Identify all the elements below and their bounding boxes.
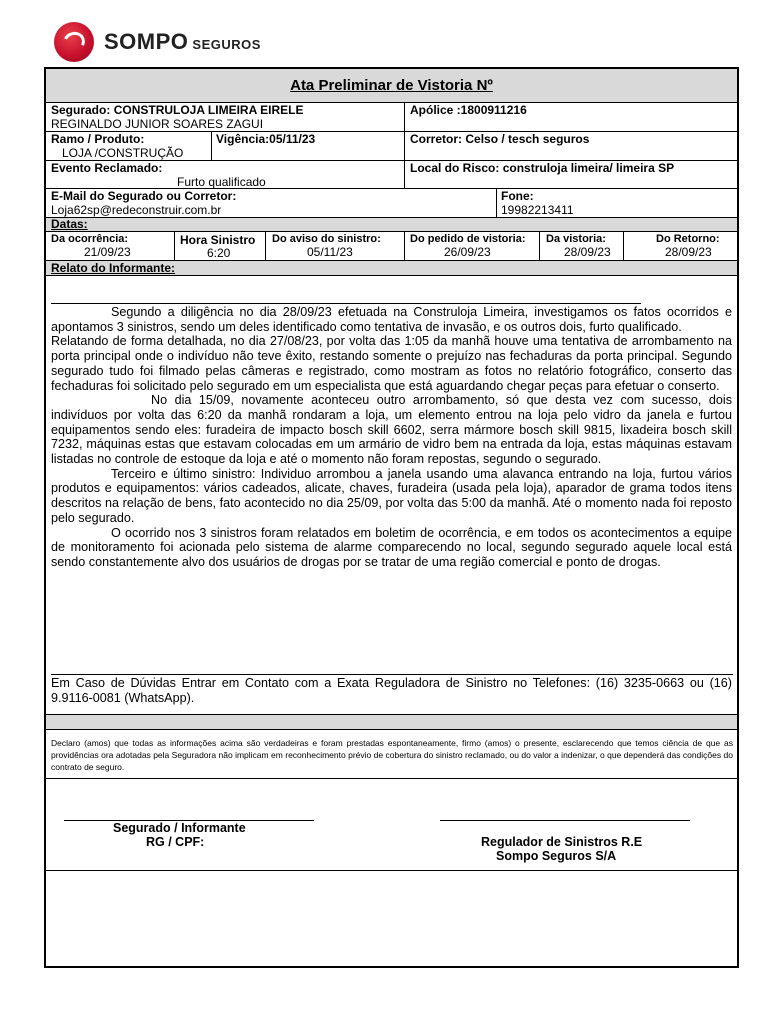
email-value: Loja62sp@redeconstruir.com.br bbox=[51, 203, 222, 217]
apolice-field: Apólice :1800911216 bbox=[410, 103, 527, 117]
vistoria-form bbox=[44, 67, 739, 968]
segurado-field: Segurado: CONSTRULOJA LIMEIRA EIRELE bbox=[51, 103, 304, 117]
fone-value: 19982213411 bbox=[501, 203, 574, 217]
sompo-logo-icon bbox=[54, 22, 94, 62]
signature-segurado-label: Segurado / Informante bbox=[113, 821, 246, 835]
segurado-responsavel: REGINALDO JUNIOR SOARES ZAGUI bbox=[51, 117, 264, 131]
contato-text: Em Caso de Dúvidas Entrar em Contato com a Exata Reguladora de Sinistro no Telefones: (16) 3235-0663 ou (16) 9.9116-0081 (WhatsApp). bbox=[51, 676, 732, 705]
declaracao-text: Declaro (amos) que todas as informações acima são verdadeiras e foram prestadas espontaneamente, firmo (amos) o presente, esclarecendo que temos ciência de que as providências ora adotadas pela Seguradora não implicam em reconhecimento prévio de cobertura do sinistro reclamado, ou do valor a indenizar, o que dependerá das condições do contrato de seguro. bbox=[51, 738, 733, 772]
aviso-value: 05/11/23 bbox=[307, 245, 353, 259]
relato-paragraph: No dia 15/09, novamente aconteceu outro arrombamento, só que desta vez com sucesso, dois indivíduos por volta das 6:20 da manhã rondaram a loja, um elemento entrou na loja pelo vidro da janela e furtou equipamentos sendo eles: furadeira de impacto bosch skill 6602, serra mármore bosch skill 9815, lixadeira bosch skill 7232, máquinas estas que estavam colocadas em um armário de vidro bem na entrada da loja, estas máquinas estavam listadas no controle de estoque da loja e até o momento não foram repostas, segundo o segurado. bbox=[51, 393, 732, 467]
hora-label: Hora Sinistro bbox=[180, 233, 256, 247]
aviso-label: Do aviso do sinistro: bbox=[272, 233, 381, 245]
vistoria-value: 28/09/23 bbox=[564, 245, 611, 259]
retorno-value: 28/09/23 bbox=[665, 245, 712, 259]
evento-label: Evento Reclamado: bbox=[51, 161, 163, 175]
relato-label: Relato do Informante: bbox=[51, 261, 176, 275]
hora-value: 6:20 bbox=[207, 246, 231, 260]
email-label: E-Mail do Segurado ou Corretor: bbox=[51, 189, 237, 203]
vigencia-field: Vigência:05/11/23 bbox=[216, 132, 316, 146]
brand-suffix: SEGUROS bbox=[192, 37, 261, 52]
retorno-label: Do Retorno: bbox=[656, 233, 720, 245]
sompo-logo bbox=[54, 22, 314, 62]
relato-paragraph: Relatando de forma detalhada, no dia 27/08/23, por volta das 1:05 da manhã houve uma tentativa de arrombamento na porta principal onde o indivíduo não teve êxito, restando somente o prejuízo nas fechaduras da porta principal. Segundo segurado tudo foi filmado pelas câmeras e registrado, como mostram as fotos no relatório fotográfico, conserto das fechaduras foi solicitado pelo segurado em um especialista que está aguardando chegar peças para efetuar o conserto. bbox=[51, 334, 732, 393]
signature-sompo-label: Sompo Seguros S/A bbox=[496, 849, 617, 863]
relato-paragraph: Terceiro e último sinistro: Individuo arrombou a janela usando uma alavanca entrando na loja, furtou vários produtos e equipamentos: vários cadeados, alicate, chaves, furadeira (usada pela loja), aparador de grama todos itens descritos na relação de bens, fato acontecido no dia 25/09, por volta das 5:00 da manhã. Até o momento nada foi reposto pelo segurado. bbox=[51, 466, 732, 525]
pedido-label: Do pedido de vistoria: bbox=[410, 233, 526, 245]
local-risco-field: Local do Risco: construloja limeira/ limeira SP bbox=[410, 161, 675, 175]
signature-rg-cpf-label: RG / CPF: bbox=[146, 835, 205, 849]
ramo-label: Ramo / Produto: bbox=[51, 132, 145, 146]
evento-value: Furto qualificado bbox=[177, 175, 266, 189]
signature-regulador-label: Regulador de Sinistros R.E bbox=[481, 835, 643, 849]
corretor-field: Corretor: Celso / tesch seguros bbox=[410, 132, 590, 146]
signature-line-regulador bbox=[440, 820, 690, 821]
relato-paragraph: O ocorrido nos 3 sinistros foram relatados em boletim de ocorrência, e em todos os acontecimentos a equipe de monitoramento foi acionada pelo sistema de alarme comparecendo no local, segundo segurado aquele local está sendo constantemente alvo dos usuários de drogas por se tratar de uma região comercial e ponto de drogas. bbox=[51, 525, 732, 569]
datas-label: Datas: bbox=[51, 217, 88, 231]
fone-label: Fone: bbox=[501, 189, 534, 203]
form-title: Ata Preliminar de Vistoria Nº bbox=[46, 69, 737, 103]
relato-body bbox=[51, 305, 732, 570]
brand-name: SOMPO bbox=[104, 29, 189, 54]
pedido-value: 26/09/23 bbox=[444, 245, 491, 259]
ramo-value: LOJA /CONSTRUÇÃO bbox=[62, 146, 184, 160]
ocorrencia-value: 21/09/23 bbox=[84, 245, 131, 259]
ocorrencia-label: Da ocorrência: bbox=[51, 233, 129, 245]
vistoria-label: Da vistoria: bbox=[546, 233, 606, 245]
relato-paragraph: Segundo a diligência no dia 28/09/23 efetuada na Construloja Limeira, investigamos os fatos ocorridos e apontamos 3 sinistros, sendo um deles identificado como tentativa de invasão, e os outros dois, furto qualificado. bbox=[51, 305, 732, 334]
